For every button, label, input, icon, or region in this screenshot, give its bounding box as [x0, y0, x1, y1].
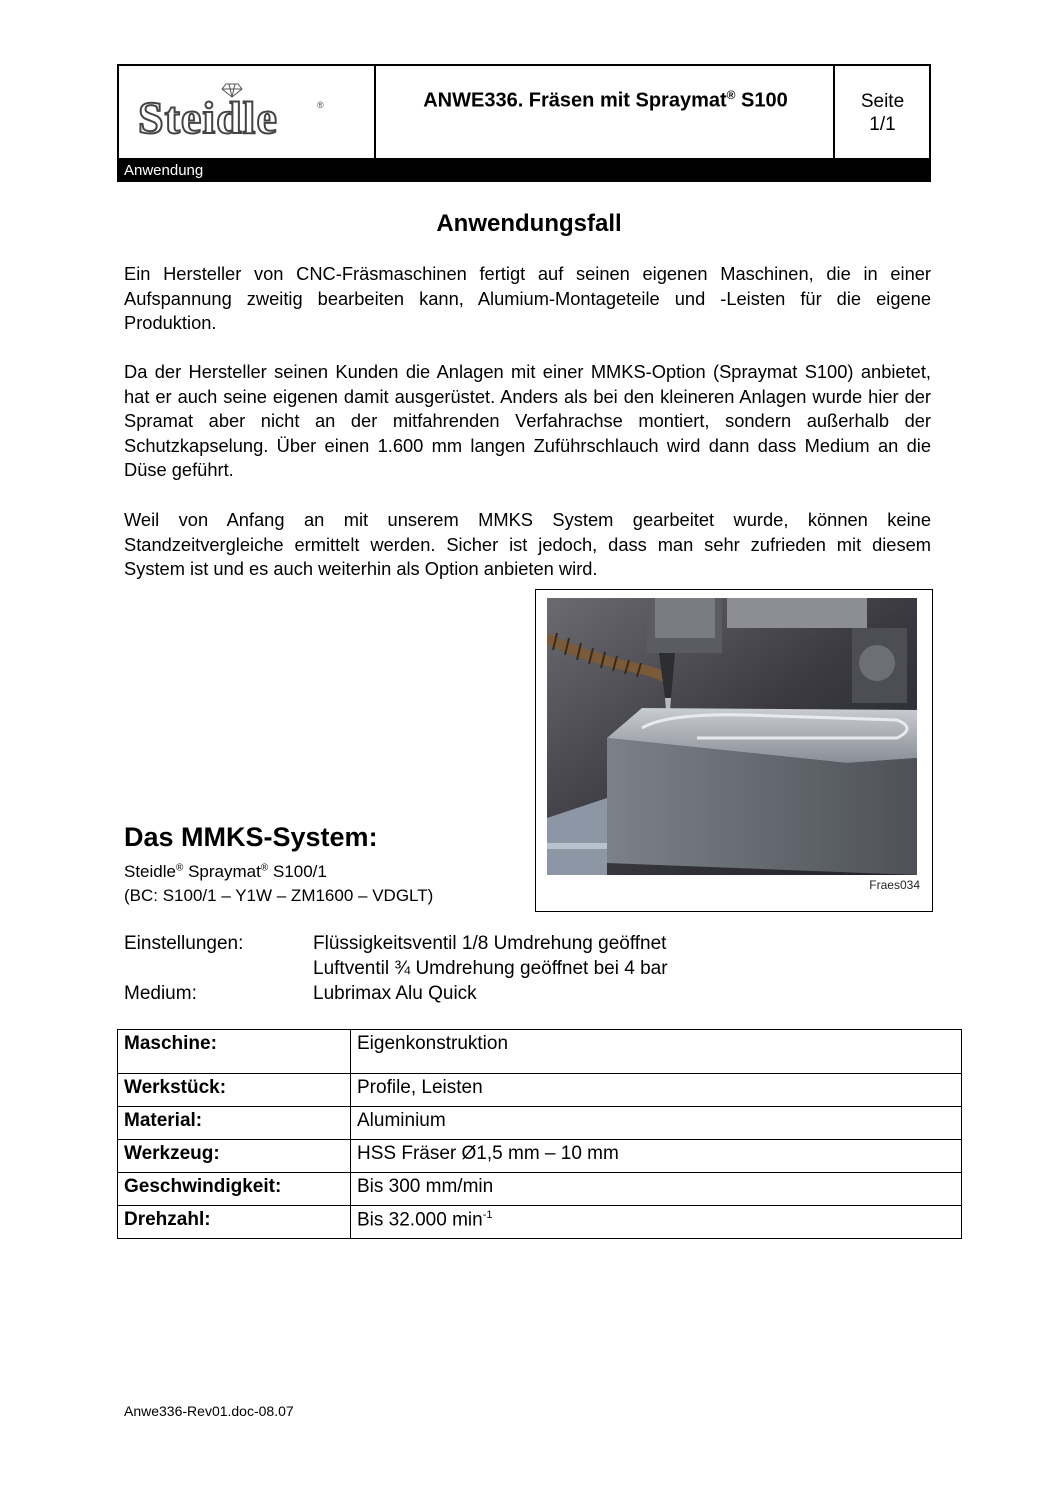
table-key: Drehzahl: — [118, 1206, 351, 1239]
settings-value: Flüssigkeitsventil 1/8 Umdrehung geöffnet — [313, 933, 667, 954]
header-divider — [374, 64, 376, 160]
paragraph: Ein Hersteller von CNC-Fräsmaschinen fertigt auf seinen eigenen Maschinen, die in einer Aufspannung zweitig bearbeiten kann, Alumium-Montageteile und -Leisten für die eigene Produktion. — [124, 263, 931, 333]
category-label: Anwendung — [124, 162, 204, 179]
page-indicator: Seite 1/1 — [860, 91, 905, 135]
settings-label: Einstellungen: — [124, 933, 244, 954]
medium-label: Medium: — [124, 983, 197, 1004]
milling-photo — [547, 598, 917, 875]
table-key: Material: — [118, 1107, 351, 1140]
medium-value: Lubrimax Alu Quick — [313, 983, 477, 1004]
table-value: Bis 300 mm/min — [351, 1173, 962, 1206]
system-heading: Das MMKS-System: — [124, 822, 378, 852]
table-value: Bis 32.000 $\min^{-1}$ — [351, 1206, 962, 1239]
table-value: Eigenkonstruktion — [351, 1030, 962, 1074]
table-value: Profile, Leisten — [351, 1074, 962, 1107]
specs-table — [117, 1029, 962, 1239]
table-row — [118, 1074, 962, 1107]
table-row — [118, 1107, 962, 1140]
svg-text:®: ® — [317, 100, 324, 110]
page-title: Anwendungsfall — [436, 210, 622, 237]
table-key: Werkzeug: — [118, 1140, 351, 1173]
table-key: Werkstück: — [118, 1074, 351, 1107]
settings-value: Luftventil ¾ Umdrehung geöffnet bei 4 bar — [313, 958, 668, 979]
table-value: Aluminium — [351, 1107, 962, 1140]
table-row — [118, 1140, 962, 1173]
category-bar — [117, 160, 931, 182]
table-row — [118, 1173, 962, 1206]
table-key: Maschine: — [118, 1030, 351, 1074]
footer-docref: Anwe336-Rev01.doc-08.07 — [124, 1403, 294, 1419]
paragraph: Da der Hersteller seinen Kunden die Anlagen mit einer MMKS-Option (Spraymat S100) anbietet, hat er auch seine eigenen damit ausgerüstet. Anders als bei den kleineren Anlagen wurde hier der Spramat aber nicht an der mitfahrenden Verfahrachse montiert, sondern außerhalb der Schutzkapselung. Über einen 1.600 mm langen Zuführschlauch wird dann dass Medium an die Düse geführt. — [124, 361, 931, 480]
table-value: HSS Fräser Ø1,5 mm – 10 mm — [351, 1140, 962, 1173]
photo-caption: Fraes034 — [869, 878, 920, 892]
header-divider — [833, 64, 835, 160]
table-row — [118, 1206, 962, 1239]
system-config: (BC: S100/1 – Y1W – ZM1600 – VDGLT) — [124, 886, 434, 905]
document-title: ANWE336. Fräsen mit Spraymat® S100 — [423, 88, 788, 112]
table-row — [118, 1030, 962, 1074]
paragraph: Weil von Anfang an mit unserem MMKS System gearbeitet wurde, können keine Standzeitvergleiche ermittelt werden. Sicher ist jedoch, dass man sehr zufrieden mit diesem System ist und es auch weiterhin als Option anbieten wird. — [124, 509, 931, 579]
svg-text:Steidle: Steidle — [138, 92, 278, 143]
table-key: Geschwindigkeit: — [118, 1173, 351, 1206]
steidle-logo — [136, 78, 336, 148]
system-product: Steidle® Spraymat® S100/1 — [124, 862, 327, 881]
